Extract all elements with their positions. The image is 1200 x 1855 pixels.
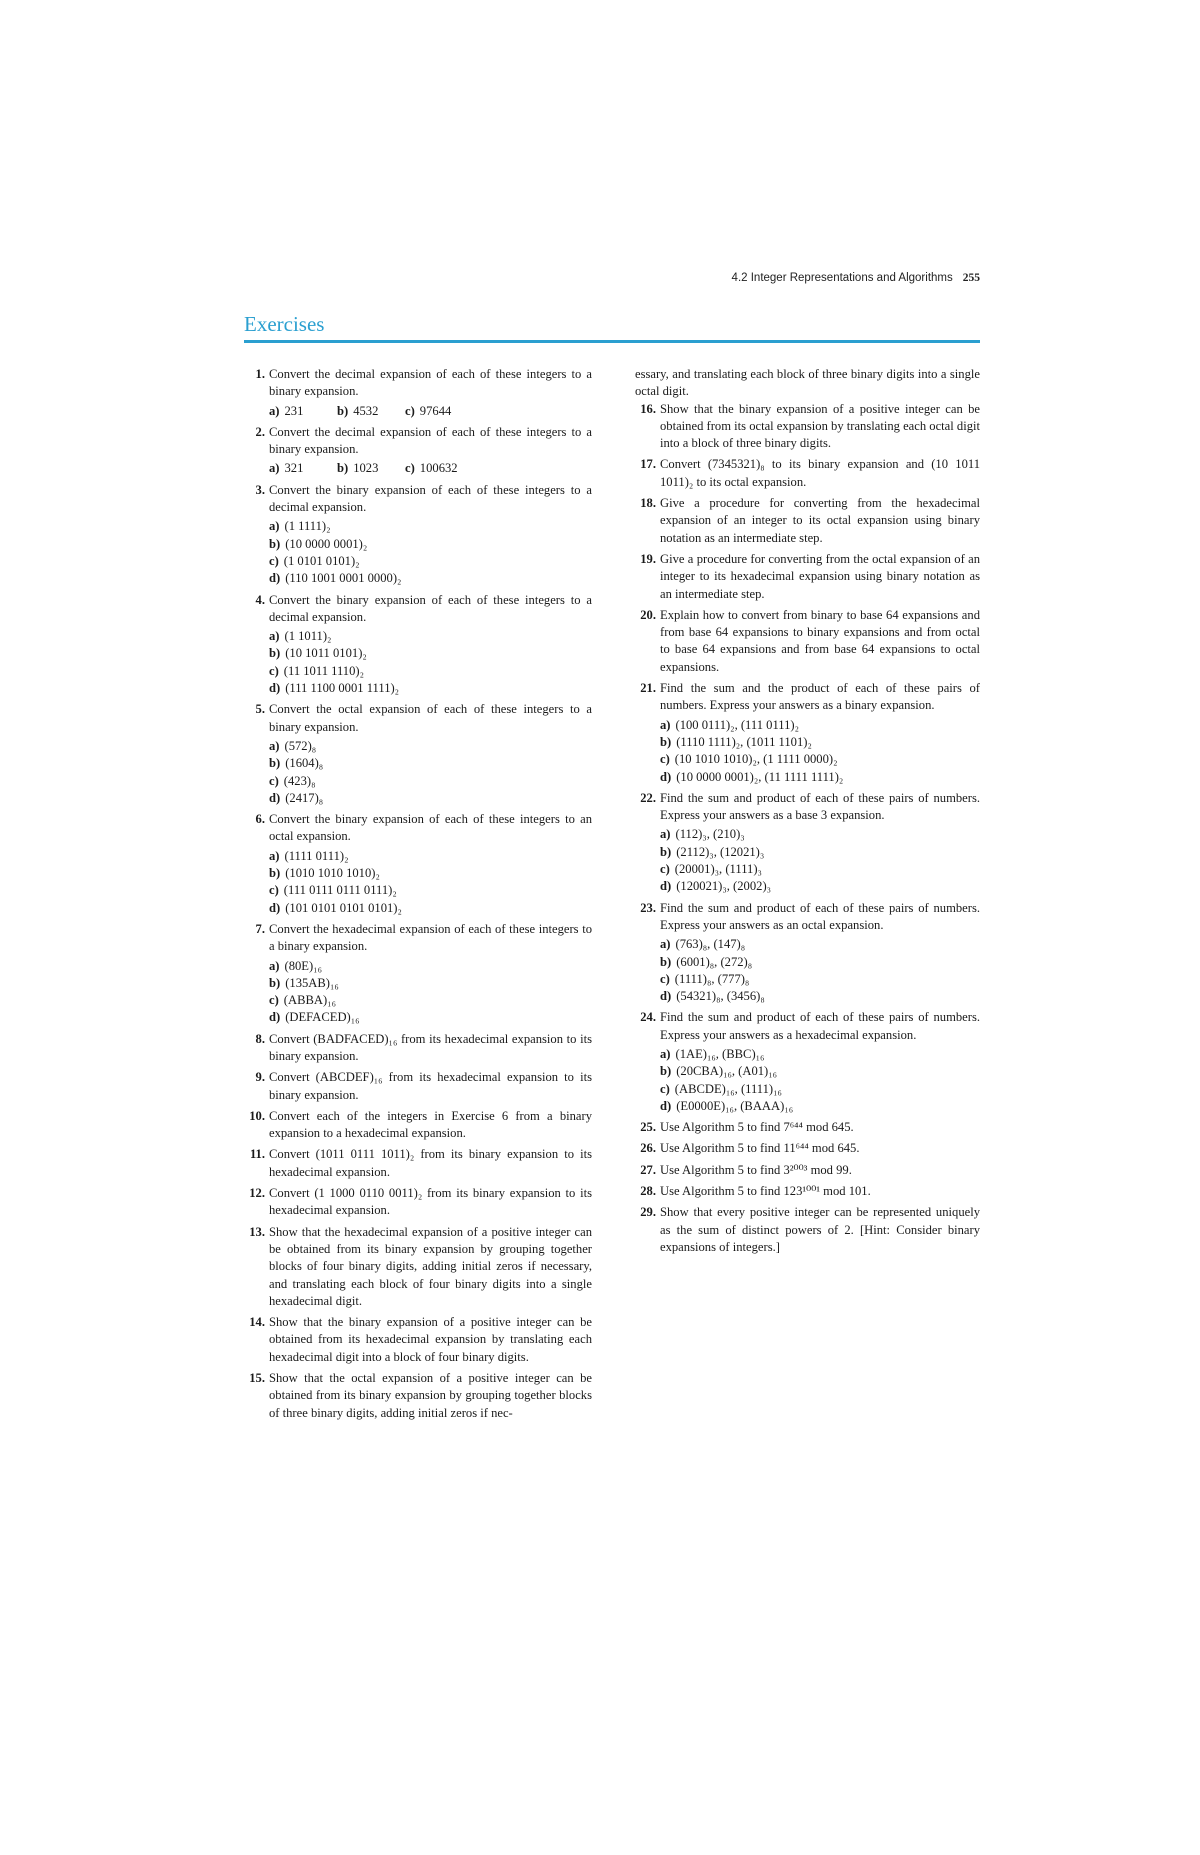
part-value: 97644: [419, 403, 452, 418]
part-value: (ABBA)₁₆: [283, 993, 336, 1008]
part-label: b): [660, 1064, 672, 1079]
part-label: b): [337, 403, 349, 418]
exercise-part: [660, 734, 980, 751]
part-label: b): [337, 461, 349, 476]
exercise: [635, 1009, 980, 1115]
part-label: d): [269, 571, 281, 586]
exercise: [244, 1146, 592, 1181]
part-value: (10 1011 0101)₂: [285, 646, 367, 661]
running-header: [244, 272, 980, 284]
exercise-part: [269, 536, 434, 553]
exercise-text: Use Algorithm 5 to find 123¹⁰⁰¹ mod 101.: [660, 1184, 871, 1199]
part-label: b): [269, 756, 281, 771]
exercise-text: Find the sum and product of each of these pairs of numbers. Express your answers as a hexadecimal expansion.: [660, 1010, 980, 1042]
part-label: d): [269, 681, 281, 696]
exercise: [244, 811, 592, 917]
part-label: a): [660, 937, 671, 952]
part-label: c): [269, 663, 279, 678]
right-column: [635, 366, 980, 1260]
exercise-text: Show that the binary expansion of a positive integer can be obtained from its hexadecimal expansion by translating each hexadecimal digit into a block of four binary digits.: [269, 1315, 592, 1364]
part-value: (1604)₈: [285, 756, 324, 771]
exercise-text: Convert (1 1000 0110 0011)₂ from its binary expansion to its hexadecimal expansion.: [269, 1186, 592, 1218]
exercise: [244, 1224, 592, 1310]
part-value: (120021)₃, (2002)₃: [676, 879, 772, 894]
exercise-text: Use Algorithm 5 to find 11⁶⁴⁴ mod 645.: [660, 1141, 860, 1156]
exercise-number: 2.: [255, 424, 265, 439]
exercise-part: [269, 518, 434, 535]
part-label: a): [269, 461, 280, 476]
exercise-number: 7.: [255, 921, 265, 936]
exercise: [244, 1108, 592, 1143]
exercise-part: [269, 680, 434, 697]
exercise-number: 26.: [640, 1141, 656, 1156]
part-value: (135AB)₁₆: [285, 975, 339, 990]
exercise-part: [269, 900, 592, 917]
exercise-number: 28.: [640, 1184, 656, 1199]
exercise-text: Explain how to convert from binary to base 64 expansions and from base 64 expansions to binary expansions and from octal to base 64 expansions and from base 64 expansions to octal expansions.: [660, 607, 980, 674]
part-value: (1 1011)₂: [284, 629, 332, 644]
exercise-text: Convert (ABCDEF)₁₆ from its hexadecimal expansion to its binary expansion.: [269, 1070, 592, 1102]
exercise-part: [405, 460, 485, 477]
exercise-number: 10.: [249, 1108, 265, 1123]
exercise-text: Use Algorithm 5 to find 3²⁰⁰³ mod 99.: [660, 1162, 852, 1177]
part-value: (423)₈: [283, 773, 316, 788]
part-value: (101 0101 0101 0101)₂: [285, 900, 402, 915]
exercise-number: 29.: [640, 1205, 656, 1220]
part-label: a): [660, 827, 671, 842]
exercise-text: Show that the octal expansion of a positive integer can be obtained from its binary expansion by grouping together blocks of three binary digits, adding initial zeros if nec-: [269, 1371, 592, 1420]
exercise-text: Convert (7345321)₈ to its binary expansion and (10 1011 1011)₂ to its octal expansion.: [660, 457, 980, 489]
part-label: a): [269, 738, 280, 753]
part-label: d): [660, 769, 672, 784]
exercise-part: [337, 403, 405, 420]
exercise-text: Show that the hexadecimal expansion of a positive integer can be obtained from its binary expansion by grouping together blocks of four binary digits, adding initial zeros if necessary, and translating each block of four binary digits into a single hexadecimal digit.: [269, 1224, 592, 1308]
part-value: (1AE)₁₆, (BBC)₁₆: [675, 1046, 765, 1061]
part-value: (2417)₈: [285, 790, 324, 805]
exercise: [244, 1314, 592, 1366]
exercise-part: [269, 958, 434, 975]
exercise: [244, 482, 592, 588]
part-value: (1111 0111)₂: [284, 848, 349, 863]
part-value: (11 1011 1110)₂: [283, 663, 364, 678]
exercise-parts: [660, 936, 980, 1005]
right-exercises: [635, 401, 980, 1257]
part-value: 231: [284, 403, 304, 418]
exercise-part: [269, 460, 337, 477]
part-value: (1010 1010 1010)₂: [285, 866, 380, 881]
part-value: (10 0000 0001)₂, (11 1111 1111)₂: [676, 769, 844, 784]
part-value: (110 1001 0001 0000)₂: [285, 571, 402, 586]
part-label: d): [660, 989, 672, 1004]
part-value: (DEFACED)₁₆: [285, 1010, 360, 1025]
exercise-number: 8.: [255, 1031, 265, 1046]
exercise-part: [269, 570, 434, 587]
exercise-number: 22.: [640, 790, 656, 805]
exercise: [635, 607, 980, 676]
exercise-part: [269, 790, 434, 807]
exercise-parts: [660, 1046, 980, 1115]
exercise-number: 16.: [640, 401, 656, 416]
exercise-text: Convert the binary expansion of each of these integers to an octal expansion.: [269, 812, 592, 844]
exercise-number: 24.: [640, 1010, 656, 1025]
exercise-text: Find the sum and product of each of these pairs of numbers. Express your answers as a base 3 expansion.: [660, 790, 980, 823]
exercise-number: 13.: [249, 1224, 265, 1239]
part-label: c): [405, 461, 415, 476]
exercise-part: [660, 936, 980, 953]
part-label: c): [660, 971, 670, 986]
part-value: (54321)₈, (3456)₈: [676, 989, 765, 1004]
exercise-part: [660, 826, 980, 843]
exercise: [244, 1185, 592, 1220]
part-label: a): [269, 848, 280, 863]
exercise-text: Convert (1011 0111 1011)₂ from its binary expansion to its hexadecimal expansion.: [269, 1147, 592, 1179]
exercise-part: [660, 751, 980, 768]
exercise-part: [269, 992, 434, 1009]
part-label: b): [660, 734, 672, 749]
exercise-parts: [269, 848, 592, 917]
exercise-text: Give a procedure for converting from the octal expansion of an integer to its hexadecimal expansion using binary notation as an intermediate step.: [660, 551, 980, 601]
exercise-text: Convert the decimal expansion of each of these integers to a binary expansion.: [269, 367, 592, 399]
exercise-part: [660, 971, 980, 988]
exercise: [244, 366, 592, 420]
exercise: [244, 1069, 592, 1104]
exercise-part: [269, 975, 434, 992]
exercise-number: 21.: [640, 681, 656, 696]
exercise-text: Give a procedure for converting from the hexadecimal expansion of an integer to its octal expansion using binary notation as an intermediate step.: [660, 496, 980, 545]
part-value: 1023: [353, 461, 379, 476]
page-number: 255: [962, 272, 980, 284]
exercise-part: [660, 988, 980, 1005]
exercise: [244, 592, 592, 698]
part-value: (111 1100 0001 1111)₂: [285, 681, 400, 696]
exercise-number: 6.: [255, 812, 265, 827]
exercise-part: [660, 878, 980, 895]
part-label: d): [269, 900, 281, 915]
exercise-parts: [660, 826, 980, 895]
part-label: b): [269, 646, 281, 661]
exercise-part: [660, 861, 980, 878]
exercise-part: [660, 1046, 980, 1063]
part-value: (112)₃, (210)₃: [675, 827, 745, 842]
part-value: (1 0101 0101)₂: [283, 553, 360, 568]
part-value: (100 0111)₂, (111 0111)₂: [675, 717, 800, 732]
exercise: [244, 424, 592, 478]
exercise: [635, 790, 980, 896]
exercise-part: [660, 1081, 980, 1098]
exercise-number: 14.: [249, 1315, 265, 1330]
part-label: b): [660, 844, 672, 859]
exercise-part: [269, 848, 592, 865]
exercise: [635, 900, 980, 1006]
exercise-number: 5.: [255, 702, 265, 717]
part-value: (1111)₈, (777)₈: [674, 971, 750, 986]
exercise-part: [405, 403, 485, 420]
part-value: (ABCDE)₁₆, (1111)₁₆: [674, 1081, 782, 1096]
exercise-parts: [269, 738, 592, 807]
part-value: (111 0111 0111 0111)₂: [283, 883, 397, 898]
exercise: [635, 1119, 980, 1136]
exercise-part: [269, 628, 434, 645]
exercise-part: [269, 738, 434, 755]
part-label: d): [660, 879, 672, 894]
part-value: 100632: [419, 461, 458, 476]
header-title: 4.2 Integer Representations and Algorithms: [731, 272, 953, 284]
part-label: b): [269, 975, 281, 990]
exercise-parts: [660, 717, 980, 786]
exercise-number: 25.: [640, 1120, 656, 1135]
part-label: c): [405, 403, 415, 418]
exercise-parts: [269, 460, 592, 477]
part-label: c): [660, 1081, 670, 1096]
exercise: [635, 1140, 980, 1157]
exercise: [635, 1162, 980, 1179]
exercise-parts: [269, 958, 592, 1027]
part-label: a): [269, 519, 280, 534]
part-value: (20CBA)₁₆, (A01)₁₆: [676, 1064, 778, 1079]
part-label: c): [660, 752, 670, 767]
exercise: [244, 701, 592, 807]
part-label: a): [660, 717, 671, 732]
exercise: [244, 1031, 592, 1066]
section-title: Exercises: [244, 312, 325, 336]
exercise: [244, 921, 592, 1027]
exercise-part: [660, 1098, 980, 1115]
exercise: [635, 456, 980, 491]
part-label: d): [269, 1010, 281, 1025]
part-label: a): [269, 958, 280, 973]
part-label: d): [269, 790, 281, 805]
exercise-number: 19.: [640, 551, 656, 566]
part-label: b): [269, 866, 281, 881]
exercise-text: Convert the octal expansion of each of these integers to a binary expansion.: [269, 702, 592, 734]
exercise-number: 9.: [255, 1070, 265, 1085]
exercise-text: Convert the decimal expansion of each of these integers to a binary expansion.: [269, 424, 592, 457]
part-value: (E0000E)₁₆, (BAAA)₁₆: [676, 1098, 794, 1113]
part-label: c): [269, 993, 279, 1008]
exercise-parts: [269, 628, 592, 697]
exercise-text: Show that every positive integer can be represented uniquely as the sum of distinct powers of 2. [Hint: Consider binary expansions of integers.]: [660, 1205, 980, 1254]
exercise-part: [269, 553, 434, 570]
exercise-text: Convert the binary expansion of each of these integers to a decimal expansion.: [269, 482, 592, 515]
section-rule: [244, 340, 980, 343]
part-value: (6001)₈, (272)₈: [676, 954, 753, 969]
exercise-part: [269, 1009, 434, 1026]
exercise-part: [269, 645, 434, 662]
exercise-number: 18.: [640, 496, 656, 511]
part-label: d): [660, 1098, 672, 1113]
part-value: 321: [284, 461, 304, 476]
part-value: (763)₈, (147)₈: [675, 937, 746, 952]
exercise-text: Find the sum and the product of each of these pairs of numbers. Express your answers as a binary expansion.: [660, 681, 980, 713]
exercise-part: [269, 865, 592, 882]
part-label: a): [269, 629, 280, 644]
exercise-text: Use Algorithm 5 to find 7⁶⁴⁴ mod 645.: [660, 1120, 854, 1135]
part-value: (572)₈: [284, 738, 317, 753]
exercise-number: 3.: [255, 482, 265, 497]
part-label: b): [269, 536, 281, 551]
continued-text: essary, and translating each block of three binary digits into a single octal digit.: [635, 367, 980, 399]
exercise-number: 1.: [255, 367, 265, 381]
exercise: [244, 1370, 592, 1422]
part-value: (1 1111)₂: [284, 519, 331, 534]
exercise-part: [269, 773, 434, 790]
exercise: [635, 1204, 980, 1256]
exercise-number: 23.: [640, 900, 656, 915]
exercise-part: [660, 717, 980, 734]
exercise-part: [269, 882, 592, 899]
exercise-number: 20.: [640, 607, 656, 622]
exercise-text: Convert the hexadecimal expansion of each of these integers to a binary expansion.: [269, 921, 592, 954]
exercise-text: Convert (BADFACED)₁₆ from its hexadecimal expansion to its binary expansion.: [269, 1031, 592, 1063]
part-value: 4532: [353, 403, 379, 418]
exercise-text: Convert each of the integers in Exercise 6 from a binary expansion to a hexadecimal expansion.: [269, 1108, 592, 1141]
exercise: [635, 1183, 980, 1200]
part-value: (1110 1111)₂, (1011 1101)₂: [676, 734, 812, 749]
exercise-number: 4.: [255, 592, 265, 607]
exercise-part: [337, 460, 405, 477]
exercise-parts: [269, 518, 592, 587]
exercise: [635, 401, 980, 453]
exercise-number: 11.: [249, 1147, 265, 1162]
exercise-number: 27.: [640, 1162, 656, 1177]
part-value: (20001)₃, (1111)₃: [674, 862, 762, 877]
exercise-part: [269, 663, 434, 680]
exercise-text: Find the sum and product of each of these pairs of numbers. Express your answers as an octal expansion.: [660, 900, 980, 932]
exercise-text: Show that the binary expansion of a positive integer can be obtained from its octal expansion by translating each octal digit into a block of three binary digits.: [660, 401, 981, 451]
left-column: [244, 366, 592, 1426]
exercise-part: [269, 403, 337, 420]
exercise-parts: [269, 403, 592, 420]
exercise-number: 12.: [249, 1186, 265, 1201]
exercise: [635, 551, 980, 603]
exercise-number: 17.: [640, 457, 656, 472]
part-label: a): [660, 1046, 671, 1061]
exercise-part: [660, 1063, 980, 1080]
part-label: c): [269, 773, 279, 788]
exercise-part: [269, 755, 434, 772]
exercise: [635, 680, 980, 786]
part-label: c): [269, 553, 279, 568]
exercise-text: Convert the binary expansion of each of these integers to a decimal expansion.: [269, 592, 592, 624]
part-value: (2112)₃, (12021)₃: [676, 844, 765, 859]
exercise-number: 15.: [249, 1371, 265, 1386]
exercise-part: [660, 954, 980, 971]
exercise-part: [660, 769, 980, 786]
part-value: (10 0000 0001)₂: [285, 536, 368, 551]
part-label: b): [660, 954, 672, 969]
exercise: [635, 495, 980, 547]
part-label: a): [269, 403, 280, 418]
part-label: c): [269, 883, 279, 898]
exercise-part: [660, 844, 980, 861]
part-value: (80E)₁₆: [284, 958, 322, 973]
part-value: (10 1010 1010)₂, (1 1111 0000)₂: [674, 752, 838, 767]
part-label: c): [660, 862, 670, 877]
